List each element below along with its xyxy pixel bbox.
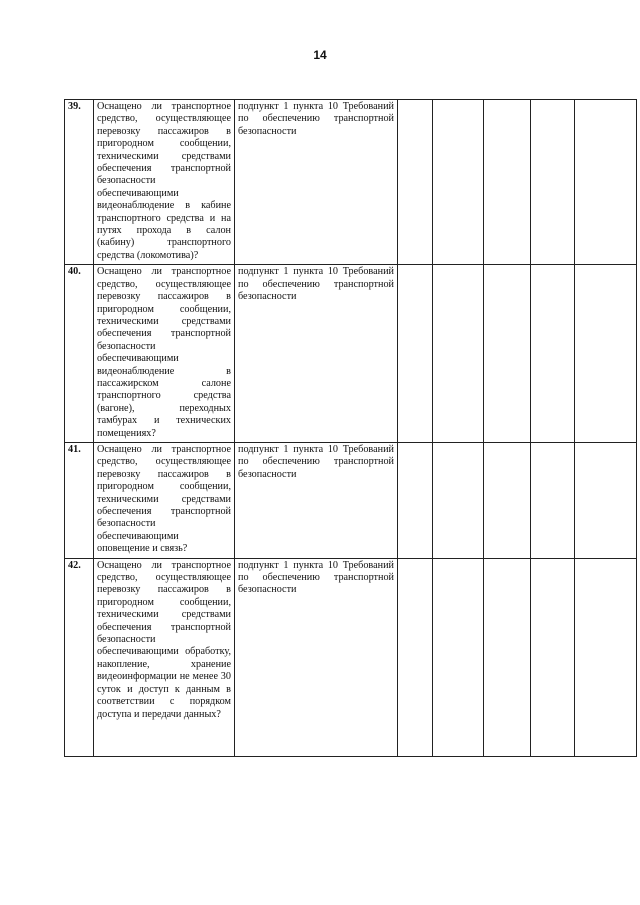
item-number: 42. [65,558,94,756]
question-text: Оснащено ли транспортное средство, осуществляющее перевозку пассажиров в пригородном сообщении, техническими средствами обеспечения транспортной безопасности обеспечивающими видеонаблюдение в пассажирском салоне транспортного средства (вагоне), переходных тамбурах и технических помещениях? [94,265,235,443]
question-text: Оснащено ли транспортное средство, осуществляющее перевозку пассажиров в пригородном сообщении, техническими средствами обеспечения транспортной безопасности обеспечивающими обработку, накопление, хранение видеоинформации не менее 30 суток и доступ к данным в соответствии с порядком доступа и передачи данных? [94,558,235,756]
empty-cell [398,265,433,443]
empty-cell [575,265,637,443]
empty-cell [575,558,637,756]
empty-cell [484,100,531,265]
requirement-reference: подпункт 1 пункта 10 Требований по обеспечению транспортной безопасности [235,558,398,756]
requirement-reference: подпункт 1 пункта 10 Требований по обеспечению транспортной безопасности [235,265,398,443]
table-row [65,100,637,265]
empty-cell [433,442,484,558]
item-number: 39. [65,100,94,265]
empty-cell [484,442,531,558]
requirement-reference: подпункт 1 пункта 10 Требований по обеспечению транспортной безопасности [235,100,398,265]
empty-cell [575,442,637,558]
empty-cell [398,100,433,265]
item-number: 40. [65,265,94,443]
empty-cell [433,100,484,265]
question-text: Оснащено ли транспортное средство, осуществляющее перевозку пассажиров в пригородном сообщении, техническими средствами обеспечения транспортной безопасности обеспечивающими видеонаблюдение в кабине транспортного средства и на путях прохода в салон (кабину) транспортного средства (локомотива)? [94,100,235,265]
item-number: 41. [65,442,94,558]
table-row [65,442,637,558]
empty-cell [484,558,531,756]
empty-cell [531,558,575,756]
empty-cell [484,265,531,443]
table-row [65,558,637,756]
empty-cell [398,558,433,756]
empty-cell [531,442,575,558]
page-number: 14 [313,48,327,62]
empty-cell [433,558,484,756]
empty-cell [433,265,484,443]
checklist-table [64,99,637,757]
empty-cell [575,100,637,265]
empty-cell [531,265,575,443]
requirement-reference: подпункт 1 пункта 10 Требований по обеспечению транспортной безопасности [235,442,398,558]
question-text: Оснащено ли транспортное средство, осуществляющее перевозку пассажиров в пригородном сообщении, техническими средствами обеспечения транспортной безопасности обеспечивающими оповещение и связь? [94,442,235,558]
empty-cell [398,442,433,558]
table-row [65,265,637,443]
empty-cell [531,100,575,265]
